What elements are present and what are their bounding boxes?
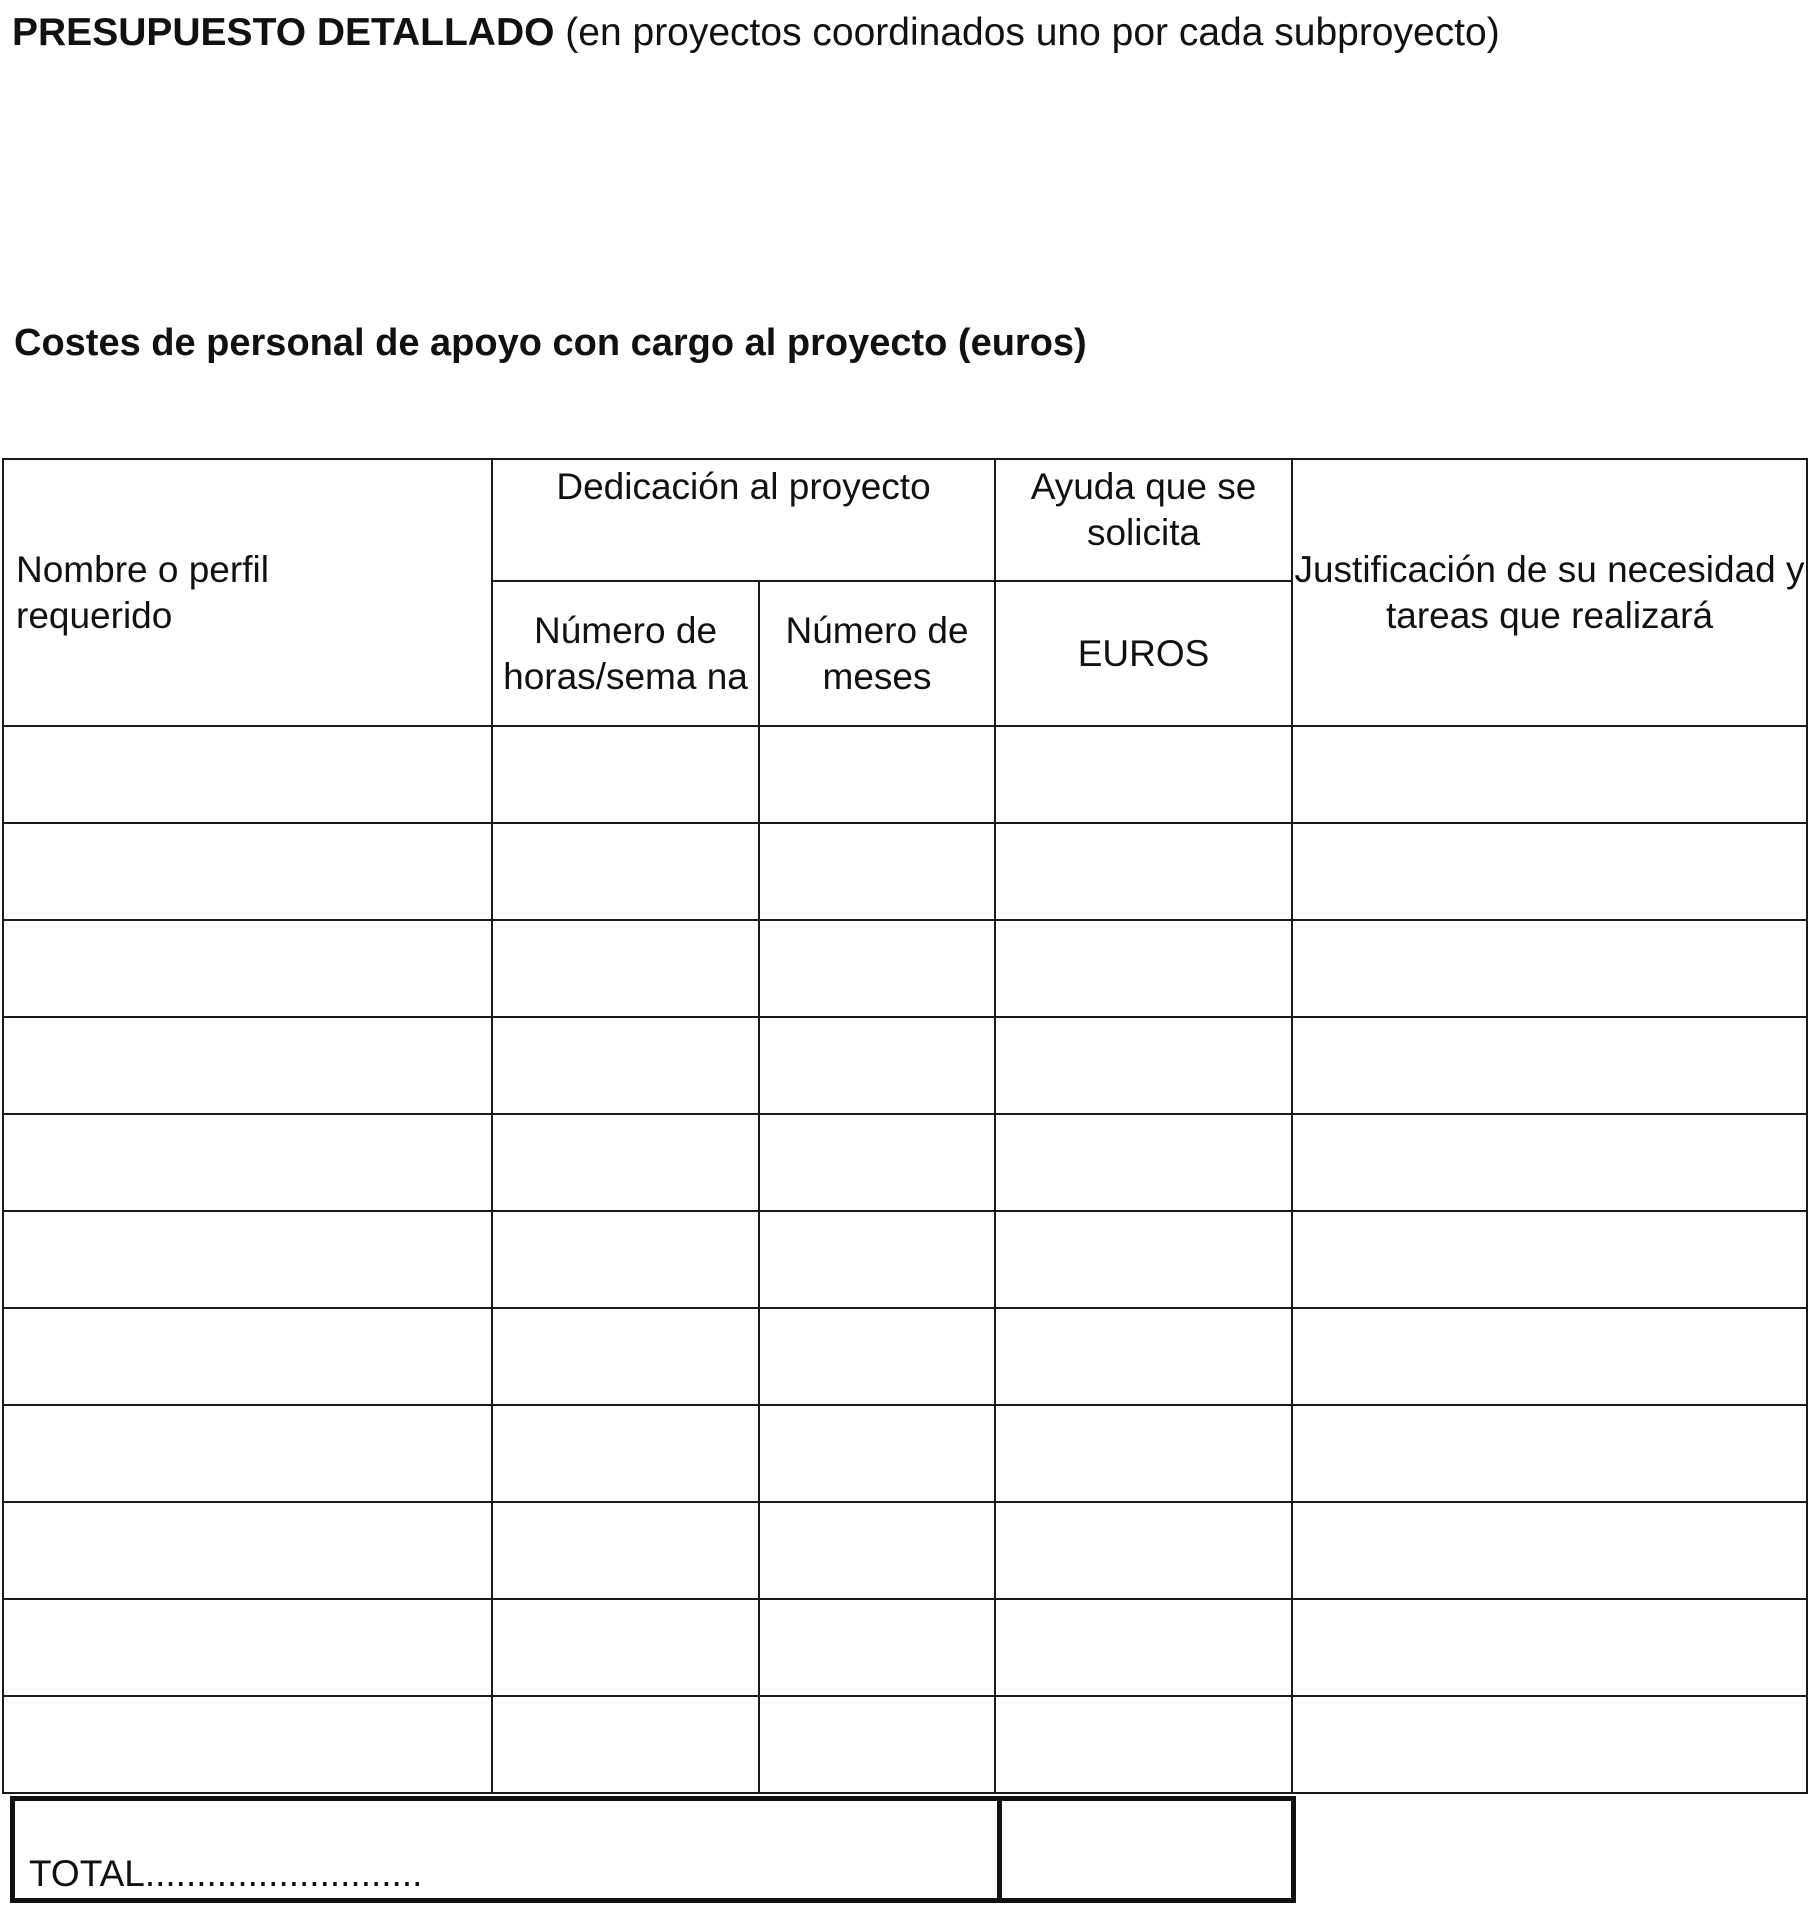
euros-cell[interactable] [995,1599,1292,1696]
table-row [3,1405,1807,1502]
header-name-line1: Nombre o perfil [16,548,269,590]
header-name-line2: requerido [16,594,173,636]
euros-cell[interactable] [995,1114,1292,1211]
justification-cell[interactable] [1292,823,1807,920]
header-name-profile [3,459,492,726]
hours-cell[interactable] [492,1308,759,1405]
table-row [3,1696,1807,1793]
name-cell[interactable] [3,920,492,1017]
header-justification: Justificación de su necesidad y tareas que realizará [1292,459,1807,726]
hours-cell[interactable] [492,1017,759,1114]
hours-cell[interactable] [492,1114,759,1211]
hours-cell[interactable] [492,1502,759,1599]
table-row [3,1114,1807,1211]
header-hours-per-week: Número de horas/sema na [492,581,759,726]
document-title [12,8,1500,58]
personnel-costs-table [2,458,1808,1794]
section-title: Costes de personal de apoyo con cargo al proyecto (euros) [14,322,1087,364]
months-cell[interactable] [759,1405,995,1502]
table-body [3,726,1807,1793]
hours-cell[interactable] [492,1696,759,1793]
euros-cell[interactable] [995,1017,1292,1114]
name-cell[interactable] [3,1502,492,1599]
hours-cell[interactable] [492,920,759,1017]
table-row [3,1502,1807,1599]
months-cell[interactable] [759,823,995,920]
euros-cell[interactable] [995,823,1292,920]
months-cell[interactable] [759,1211,995,1308]
hours-cell[interactable] [492,823,759,920]
justification-cell[interactable] [1292,1017,1807,1114]
total-box [10,1796,1296,1903]
total-label: TOTAL........................... [29,1853,423,1894]
name-cell[interactable] [3,726,492,823]
table-row [3,1308,1807,1405]
justification-cell[interactable] [1292,726,1807,823]
total-label-cell [15,1801,1002,1898]
name-cell[interactable] [3,1696,492,1793]
table-row [3,1211,1807,1308]
name-cell[interactable] [3,823,492,920]
hours-cell[interactable] [492,1405,759,1502]
table-row [3,823,1807,920]
hours-cell[interactable] [492,1599,759,1696]
euros-cell[interactable] [995,920,1292,1017]
months-cell[interactable] [759,1696,995,1793]
justification-cell[interactable] [1292,1502,1807,1599]
table-row [3,1599,1807,1696]
justification-cell[interactable] [1292,1308,1807,1405]
euros-cell[interactable] [995,1405,1292,1502]
document-title-bold: PRESUPUESTO DETALLADO [12,11,555,54]
euros-cell[interactable] [995,1211,1292,1308]
hours-cell[interactable] [492,1211,759,1308]
months-cell[interactable] [759,1114,995,1211]
name-cell[interactable] [3,1211,492,1308]
months-cell[interactable] [759,1599,995,1696]
table-row [3,726,1807,823]
justification-cell[interactable] [1292,1211,1807,1308]
justification-cell[interactable] [1292,920,1807,1017]
justification-cell[interactable] [1292,1114,1807,1211]
document-title-subtitle: (en proyectos coordinados uno por cada subproyecto) [565,11,1500,54]
header-dedication: Dedicación al proyecto [492,459,995,581]
name-cell[interactable] [3,1114,492,1211]
euros-cell[interactable] [995,726,1292,823]
justification-cell[interactable] [1292,1405,1807,1502]
months-cell[interactable] [759,920,995,1017]
name-cell[interactable] [3,1308,492,1405]
name-cell[interactable] [3,1017,492,1114]
euros-cell[interactable] [995,1502,1292,1599]
months-cell[interactable] [759,726,995,823]
months-cell[interactable] [759,1308,995,1405]
table-row [3,920,1807,1017]
euros-cell[interactable] [995,1696,1292,1793]
total-value-field[interactable] [1002,1801,1291,1898]
header-aid-requested: Ayuda que se solicita [995,459,1292,581]
justification-cell[interactable] [1292,1696,1807,1793]
name-cell[interactable] [3,1599,492,1696]
euros-cell[interactable] [995,1308,1292,1405]
table-row [3,1017,1807,1114]
header-euros: EUROS [995,581,1292,726]
hours-cell[interactable] [492,726,759,823]
months-cell[interactable] [759,1502,995,1599]
months-cell[interactable] [759,1017,995,1114]
header-months: Número de meses [759,581,995,726]
name-cell[interactable] [3,1405,492,1502]
justification-cell[interactable] [1292,1599,1807,1696]
